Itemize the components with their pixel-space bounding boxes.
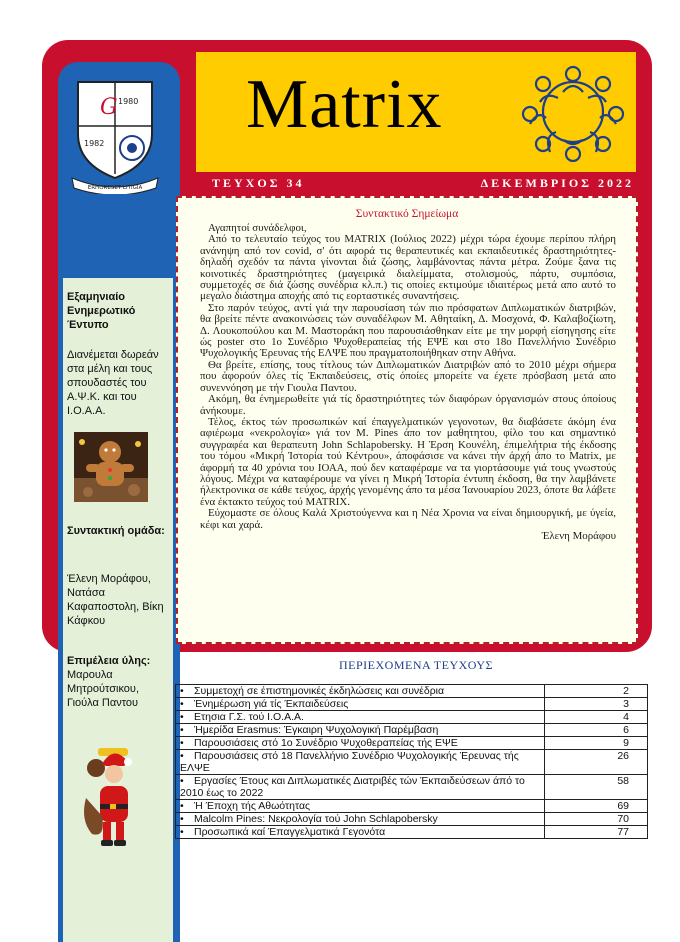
editorial-paragraph: Τέλος, έκτος τών προσωπικών καί έπαγγελματικών γεγονοτων, θα διαβάσετε άκόμη ένα αφιέρωμα «νεκρολογία» γιά τον Μ. Pines άπο τον μαθητητου, φίλο του και σημαντικό συγγραφέα και θεραπευτη John Schlapobersky. Η Έρση Κουνέλη, έπιμελήτρια τής έκδοσης του τόμου «Μικρή Ίστορία τού Κέντρου», άποφάσισε να κάνει τήν άρχή άπο το Matrix, με άφορμή τα 40 χρόνια του ΙΟΑΑ, πού δεν καταφέραμε να τα γιορτάσουμε γιά τους γνωστούς λόγους. Μέχρι να καταφέρουμε να γίνει η Μικρή Ίστορία έντυπη έκδοση, θα την λαμβάνετε ήλεκτρονικα σε κάθε τεύχος, άρχής γενομένης άπο τα μέσα Ίανουαρίου 2023, όποτε θα λάβετε ένα έκτακτο τεύχος τού MATRIX. — [200, 415, 616, 508]
editorial-paragraph: Αγαπητοί συνάδελφοι, — [208, 222, 307, 234]
editorial-heading: Συντακτικό Σημείωμα — [355, 208, 459, 220]
toc-row[interactable]: • Ετησια Γ.Σ. τού Ι.Ο.Α.Α. 4 — [176, 711, 648, 724]
toc-item-page: 69 — [545, 800, 648, 813]
material-label: Επιμέλεια ύλης: — [67, 655, 151, 667]
toc-table — [175, 684, 648, 839]
editorial-body — [200, 223, 616, 542]
issue-number: ΤΕΥΧΟΣ 34 — [212, 176, 305, 190]
society-logo-icon — [70, 74, 160, 194]
editorial-team-label: Συντακτική ομάδα: — [67, 525, 165, 537]
issue-date: ΔΕΚΕΜΒΡΙΟΣ 2022 — [480, 176, 634, 190]
toc-item-title: Ή Έποχη τής Αθωότητας — [194, 800, 311, 812]
material-editors: Μαρουλα Μητρούτσικου, Γιούλα Παντου — [67, 669, 139, 709]
toc-item-title: Ετησια Γ.Σ. τού Ι.Ο.Α.Α. — [194, 711, 304, 723]
editorial-paragraph: Ακόμη, θα ένημερωθείτε γιά τίς δραστηριότητες τών διαφόρων όργανισμών στους όποίους άνήκουμε. — [200, 393, 616, 417]
toc-item-page: 77 — [545, 826, 648, 839]
editorial-paragraph: Εύχομαστε σε όλους Καλά Χριστούγεννα και η Νέα Χρονια να είναι δημιουργική, με ύγεία, κέφι και χαρά. — [200, 507, 616, 531]
sidebar-heading: Εξαμηνιαίο Ενημερωτικό Έντυπο — [67, 291, 136, 331]
editorial-paragraph: Από το τελευταίο τεύχος του MATRIX (Ιούλιος 2022) μέχρι τώρα έχουμε περίπου πλήρη ανάνηψη από τον covid, σ' ότι αφορά τις θεραπευτικές και εκπαιδευτικές δραστηριότητες- δηλαδή σχεδόν τα πάντα γίνονται διά ζώσης, λαμβάνοντας πάντα μέτρα. Ζούμε ξανα τις κοινοτικές δραστηριότητες (μαγειρικά διαλείμματα, στολισμούς, πάρτυ, συμπόσια, συμμετοχές σε διά ζώσης συνέδρια κλ.π.) τις οποίες εκτιμούμε ιδιαιτέρως μετά απο αυτό το μεγαλο διάστημα αποχής από τις εορταστικές συναντήσεις. — [200, 233, 616, 303]
newsletter-title: Matrix — [246, 66, 443, 143]
editorial-box — [176, 196, 638, 644]
editorial-team: Έλενη Μοράφου, Νατάσα Καφαποστολη, Βίκη Κάφκου — [67, 573, 164, 627]
toc-row[interactable]: • Εργασίες Έτους και Διπλωματικές Διατριβές τών Έκπαιδεύσεων άπό το 2010 έως το 2022 58 — [176, 775, 648, 800]
logo-year-right: 1980 — [118, 97, 139, 106]
toc-row[interactable]: • Συμμετοχή σε έπιστημονικές έκδηλώσεις και συνέδρια 2 — [176, 685, 648, 698]
toc-row[interactable]: • Παρουσιάσεις στό 1ο Συνέδριο Ψυχοθεραπείας τής ΕΨΕ 9 — [176, 737, 648, 750]
toc-item-page: 2 — [545, 685, 648, 698]
toc-row[interactable]: • Ή Έποχη τής Αθωότητας 69 — [176, 800, 648, 813]
logo-motto: ERHORESET LITIGIA — [87, 185, 143, 191]
svg-text:G: G — [100, 95, 118, 120]
editorial-paragraph: Θα βρείτε, επίσης, τους τίτλους τών Διπλωματικών Διατριβών από το 2010 μέχρι σήμερα που άφορούν όλες τίς Έκπαιδεύσεις, στίς όποίες μπορείτε να έχετε πρόσβαση μετά απο συνεννόηση με τήν Γιουλα Παντου. — [200, 358, 616, 394]
gingerbread-photo-icon — [74, 432, 148, 502]
people-circle-icon — [516, 62, 630, 162]
toc-item-title: Συμμετοχή σε έπιστημονικές έκδηλώσεις και συνέδρια — [194, 685, 445, 697]
toc-item-page: 6 — [545, 724, 648, 737]
toc-row[interactable]: • Προσωπικά καί Έπαγγελματικά Γεγονότα 77 — [176, 826, 648, 839]
issue-bar — [196, 176, 636, 192]
toc-title: ΠΕΡΙΕΧΟΜΕΝΑ ΤΕΥΧΟΥΣ — [339, 658, 493, 672]
santa-claus-icon — [76, 742, 148, 852]
toc-item-title: Παρουσιάσεις στό 18 Πανελλήνιο Συνέδριο Ψυχολογικής Έρευνας τής ΕΛΨΕ — [180, 750, 519, 774]
toc-item-title: Εργασίες Έτους και Διπλωματικές Διατριβές τών Έκπαιδεύσεων άπό το 2010 έως το 2022 — [180, 775, 525, 799]
toc-row[interactable]: • Ένημέρωση γιά τίς Έκπαιδεύσεις 3 — [176, 698, 648, 711]
toc-row[interactable]: • Παρουσιάσεις στό 18 Πανελλήνιο Συνέδριο Ψυχολογικής Έρευνας τής ΕΛΨΕ 26 — [176, 750, 648, 775]
toc-item-title: Ένημέρωση γιά τίς Έκπαιδεύσεις — [194, 698, 349, 710]
toc-item-title: Ήμερίδα Erasmus: Έγκαιρη Ψυχολογική Παρέμβαση — [194, 724, 439, 736]
toc-item-page: 58 — [545, 775, 648, 800]
editorial-signature: Έλενη Μοράφου — [541, 529, 616, 542]
toc-row[interactable]: • Ήμερίδα Erasmus: Έγκαιρη Ψυχολογική Παρέμβαση 6 — [176, 724, 648, 737]
toc-row[interactable]: • Malcolm Pines: Νεκρολογία τού John Schlapobersky 70 — [176, 813, 648, 826]
toc-item-page: 3 — [545, 698, 648, 711]
toc-item-page: 26 — [545, 750, 648, 775]
editorial-paragraph: Στο παρόν τεύχος, αντί γιά την παρουσίαση τών πιο πρόσφατων Διπλωματικών διατριβών, θα βρείτε πέντε ανακοινώσεις τών συναδέλφων Μ. Αθηταίκη, Δ. Μοσχονά, Φ. Καλαβοζίωτη, Δ. Λουκοπούλου και Μ. Μαστοράκη που παρουσιάσθηκαν είτε με την μορφή είσηγησης είτε ώς poster στο 1ο Συνέδριο Ψυχοθεραπείας τής ΕΨΕ και στο 18ο Πανελλήνιο Συνέδριο Ψυχολογικής Έρευνας τής ΕΛΨΕ που πραγματοποιήθηκαν στην Αθήνα. — [200, 301, 616, 360]
sidebar-distribution: Διανέμεται δωρεάν στα μέλη και τους σπουδαστές του Α.Ψ.Κ. και του Ι.Ο.Α.Α. — [67, 349, 159, 417]
toc-item-page: 70 — [545, 813, 648, 826]
toc-item-title: Malcolm Pines: Νεκρολογία τού John Schlapobersky — [194, 813, 438, 825]
toc-item-title: Προσωπικά καί Έπαγγελματικά Γεγονότα — [194, 826, 386, 838]
toc-item-title: Παρουσιάσεις στό 1ο Συνέδριο Ψυχοθεραπείας τής ΕΨΕ — [194, 737, 458, 749]
toc-item-page: 4 — [545, 711, 648, 724]
logo-year-left: 1982 — [84, 139, 105, 148]
toc-item-page: 9 — [545, 737, 648, 750]
